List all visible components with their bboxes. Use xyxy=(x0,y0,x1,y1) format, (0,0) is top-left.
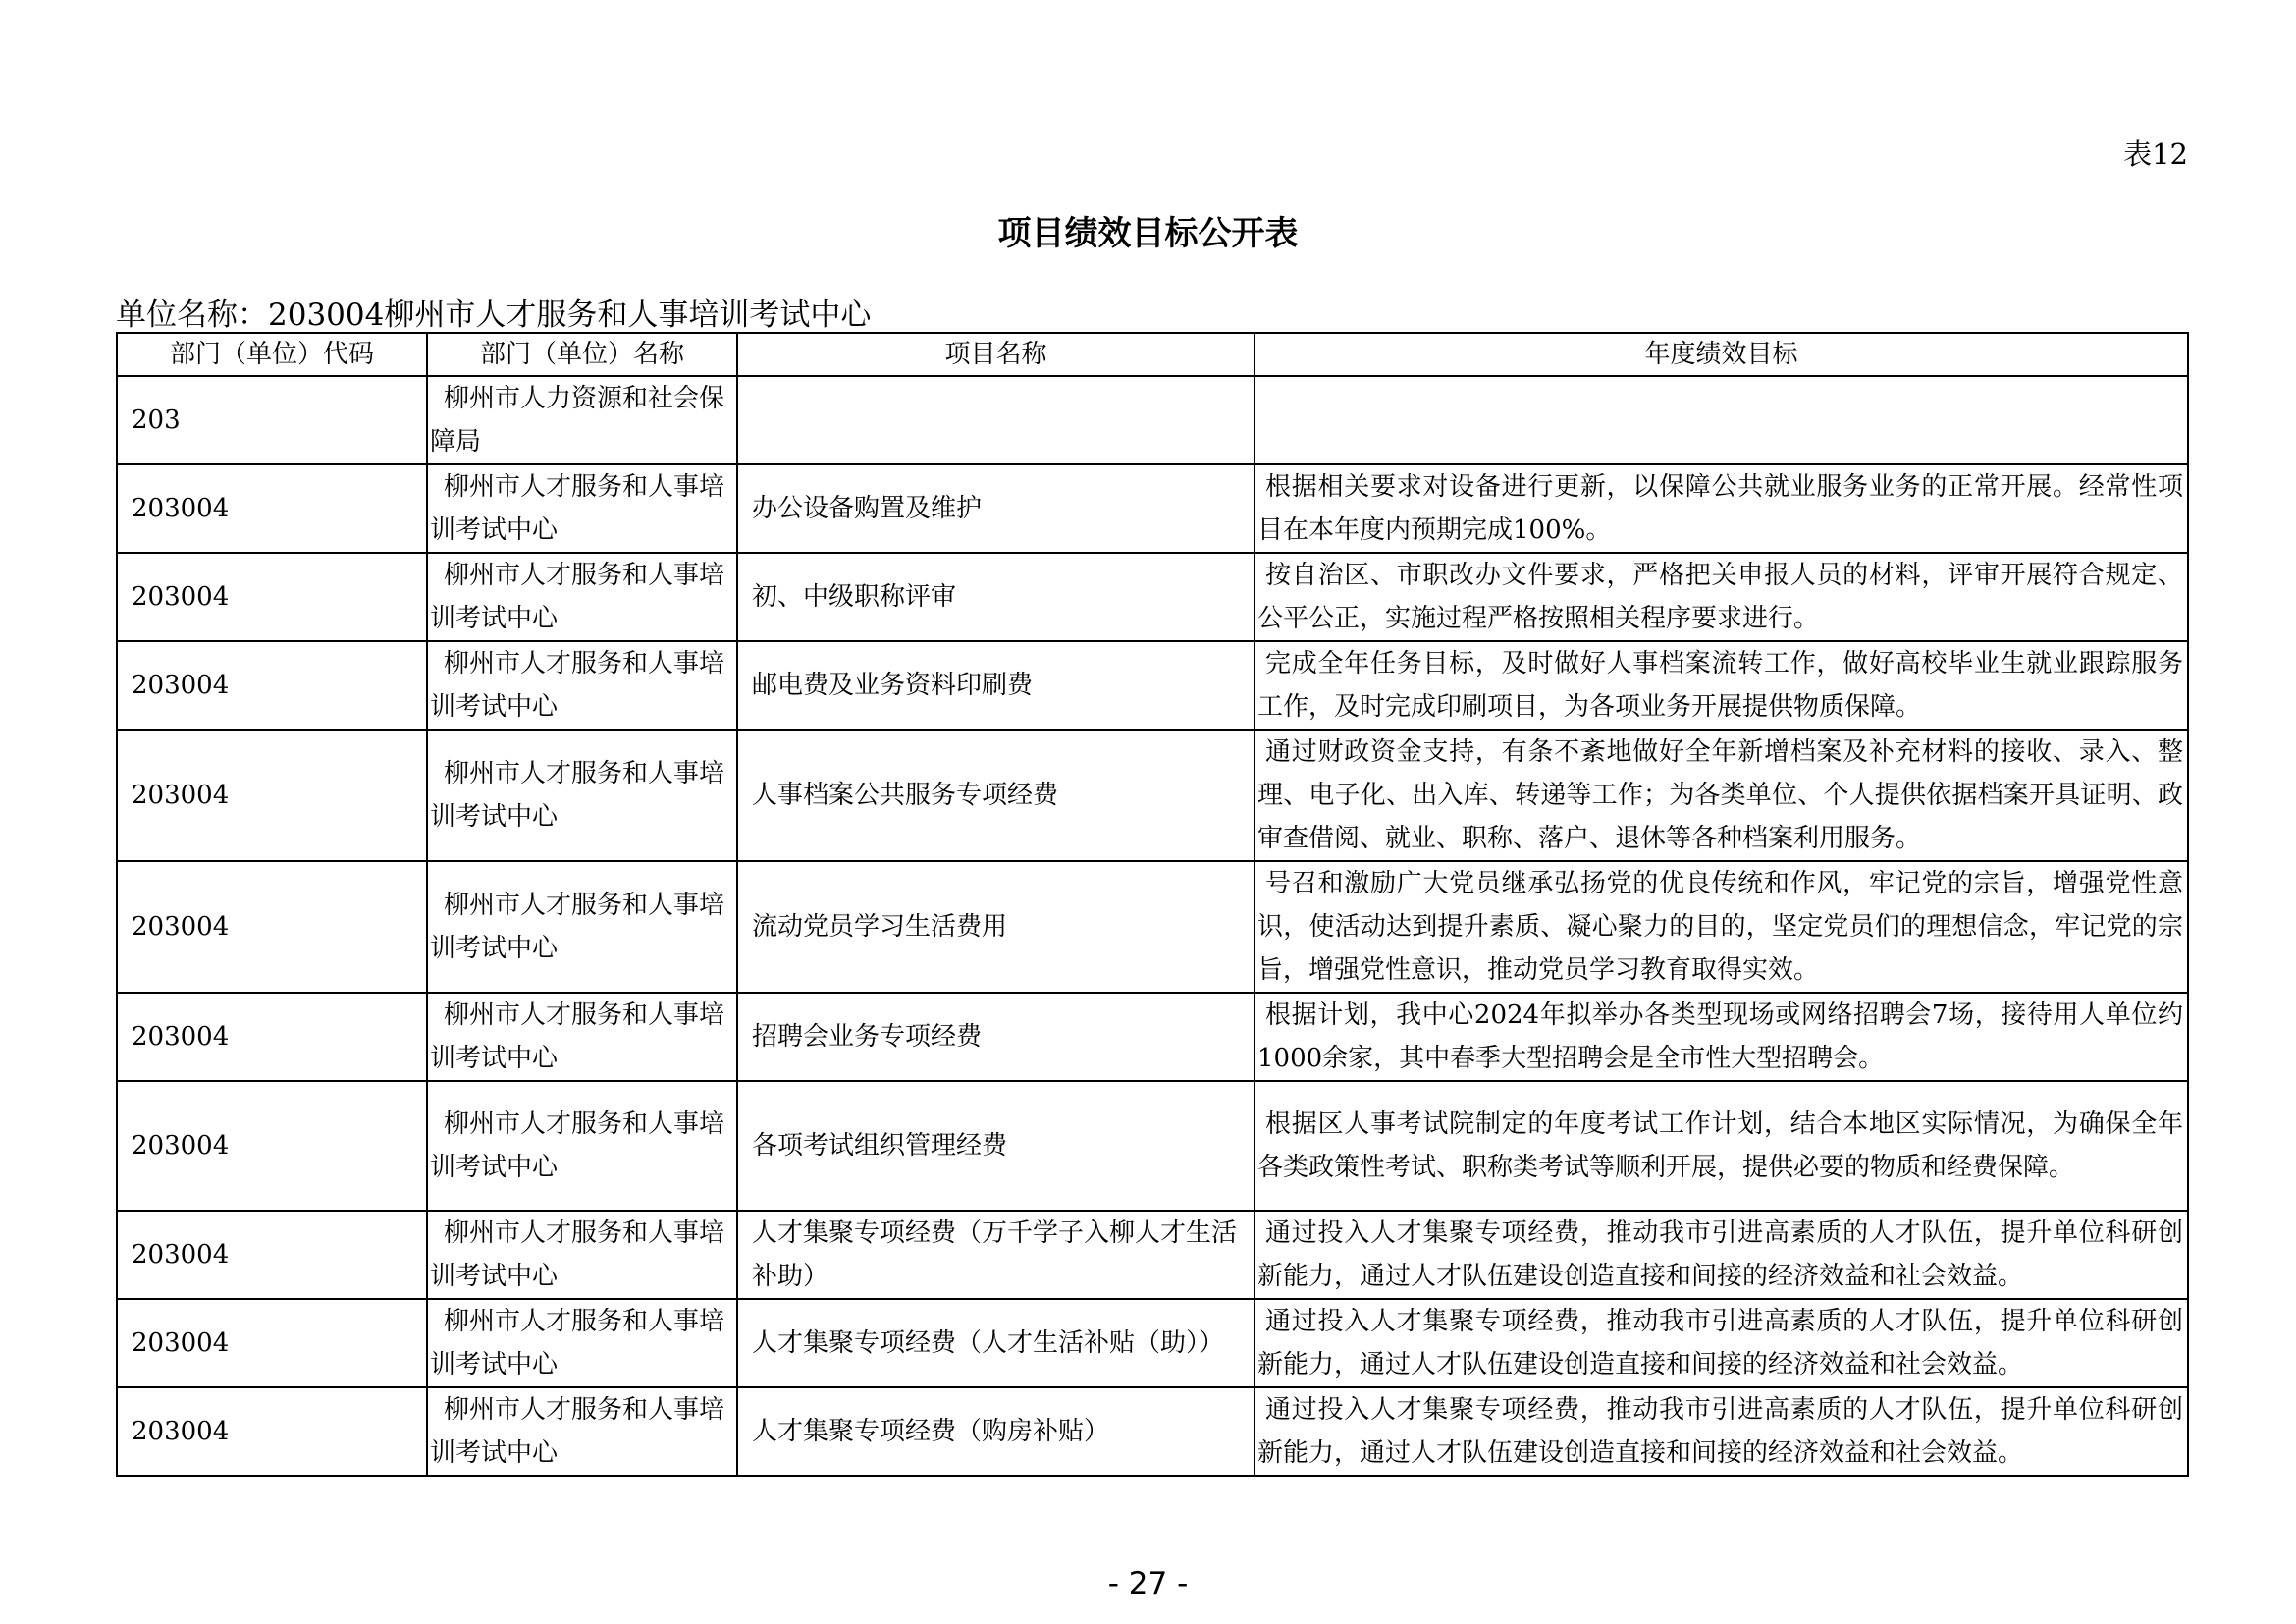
table-row xyxy=(117,1211,2188,1299)
dept-name-cell: 柳州市人才服务和人事培训考试中心 xyxy=(427,1299,737,1387)
page-number: - 27 - xyxy=(1107,1566,1189,1601)
annual-goal-cell: 按自治区、市职改办文件要求，严格把关申报人员的材料，评审开展符合规定、公平公正，实施过程严格按照相关程序要求进行。 xyxy=(1255,553,2188,641)
annual-goal-cell: 通过投入人才集聚专项经费，推动我市引进高素质的人才队伍，提升单位科研创新能力，通过人才队伍建设创造直接和间接的经济效益和社会效益。 xyxy=(1255,1211,2188,1299)
table-row xyxy=(117,464,2188,553)
project-name-cell: 人才集聚专项经费（购房补贴） xyxy=(737,1387,1255,1476)
annual-goal-cell: 完成全年任务目标，及时做好人事档案流转工作，做好高校毕业生就业跟踪服务工作，及时完成印刷项目，为各项业务开展提供物质保障。 xyxy=(1255,641,2188,730)
project-name-cell: 流动党员学习生活费用 xyxy=(737,861,1255,993)
table-row xyxy=(117,730,2188,861)
dept-name-cell: 柳州市人力资源和社会保障局 xyxy=(427,376,737,464)
dept-name-cell: 柳州市人才服务和人事培训考试中心 xyxy=(427,464,737,553)
project-name-cell: 人才集聚专项经费（万千学子入柳人才生活补助） xyxy=(737,1211,1255,1299)
table-row xyxy=(117,993,2188,1081)
dept-name-cell: 柳州市人才服务和人事培训考试中心 xyxy=(427,1211,737,1299)
annual-goal-cell: 根据计划，我中心2024年拟举办各类型现场或网络招聘会7场，接待用人单位约1000余家，其中春季大型招聘会是全市性大型招聘会。 xyxy=(1255,993,2188,1081)
dept-name-cell: 柳州市人才服务和人事培训考试中心 xyxy=(427,553,737,641)
table-row xyxy=(117,1299,2188,1387)
performance-goals-table xyxy=(116,332,2189,1477)
header-dept-code: 部门（单位）代码 xyxy=(117,333,427,376)
table-number: 表12 xyxy=(2123,137,2188,171)
dept-name-cell: 柳州市人才服务和人事培训考试中心 xyxy=(427,1081,737,1211)
annual-goal-cell: 通过投入人才集聚专项经费，推动我市引进高素质的人才队伍，提升单位科研创新能力，通过人才队伍建设创造直接和间接的经济效益和社会效益。 xyxy=(1255,1387,2188,1476)
dept-name-cell: 柳州市人才服务和人事培训考试中心 xyxy=(427,993,737,1081)
dept-code-cell: 203004 xyxy=(117,1211,427,1299)
header-project-name: 项目名称 xyxy=(737,333,1255,376)
project-name-cell: 初、中级职称评审 xyxy=(737,553,1255,641)
table-row xyxy=(117,553,2188,641)
table-row xyxy=(117,861,2188,993)
project-name-cell: 人事档案公共服务专项经费 xyxy=(737,730,1255,861)
annual-goal-cell xyxy=(1255,376,2188,464)
dept-name-cell: 柳州市人才服务和人事培训考试中心 xyxy=(427,730,737,861)
dept-code-cell: 203004 xyxy=(117,553,427,641)
annual-goal-cell: 通过投入人才集聚专项经费，推动我市引进高素质的人才队伍，提升单位科研创新能力，通过人才队伍建设创造直接和间接的经济效益和社会效益。 xyxy=(1255,1299,2188,1387)
header-dept-name: 部门（单位）名称 xyxy=(427,333,737,376)
project-name-cell: 各项考试组织管理经费 xyxy=(737,1081,1255,1211)
dept-code-cell: 203004 xyxy=(117,861,427,993)
dept-code-cell: 203004 xyxy=(117,993,427,1081)
project-name-cell: 办公设备购置及维护 xyxy=(737,464,1255,553)
dept-code-cell: 203004 xyxy=(117,730,427,861)
table-row xyxy=(117,376,2188,464)
dept-code-cell: 203004 xyxy=(117,1387,427,1476)
header-annual-goal: 年度绩效目标 xyxy=(1255,333,2188,376)
unit-name: 单位名称：203004柳州市人才服务和人事培训考试中心 xyxy=(116,298,872,333)
project-name-cell xyxy=(737,376,1255,464)
table-row xyxy=(117,1387,2188,1476)
table-body xyxy=(117,376,2188,1476)
dept-code-cell: 203 xyxy=(117,376,427,464)
dept-name-cell: 柳州市人才服务和人事培训考试中心 xyxy=(427,1387,737,1476)
dept-name-cell: 柳州市人才服务和人事培训考试中心 xyxy=(427,641,737,730)
dept-code-cell: 203004 xyxy=(117,641,427,730)
dept-code-cell: 203004 xyxy=(117,464,427,553)
annual-goal-cell: 根据区人事考试院制定的年度考试工作计划，结合本地区实际情况，为确保全年各类政策性考试、职称类考试等顺利开展，提供必要的物质和经费保障。 xyxy=(1255,1081,2188,1211)
annual-goal-cell: 通过财政资金支持，有条不紊地做好全年新增档案及补充材料的接收、录入、整理、电子化、出入库、转递等工作；为各类单位、个人提供依据档案开具证明、政审查借阅、就业、职称、落户、退休等各种档案利用服务。 xyxy=(1255,730,2188,861)
dept-code-cell: 203004 xyxy=(117,1299,427,1387)
annual-goal-cell: 根据相关要求对设备进行更新，以保障公共就业服务业务的正常开展。经常性项目在本年度内预期完成100%。 xyxy=(1255,464,2188,553)
table-row xyxy=(117,641,2188,730)
table-row xyxy=(117,1081,2188,1211)
annual-goal-cell: 号召和激励广大党员继承弘扬党的优良传统和作风，牢记党的宗旨，增强党性意识，使活动达到提升素质、凝心聚力的目的，坚定党员们的理想信念，牢记党的宗旨，增强党性意识，推动党员学习教育取得实效。 xyxy=(1255,861,2188,993)
project-name-cell: 人才集聚专项经费（人才生活补贴（助）） xyxy=(737,1299,1255,1387)
table-header-row xyxy=(117,333,2188,376)
page-title: 项目绩效目标公开表 xyxy=(997,214,1299,253)
dept-code-cell: 203004 xyxy=(117,1081,427,1211)
dept-name-cell: 柳州市人才服务和人事培训考试中心 xyxy=(427,861,737,993)
project-name-cell: 招聘会业务专项经费 xyxy=(737,993,1255,1081)
project-name-cell: 邮电费及业务资料印刷费 xyxy=(737,641,1255,730)
